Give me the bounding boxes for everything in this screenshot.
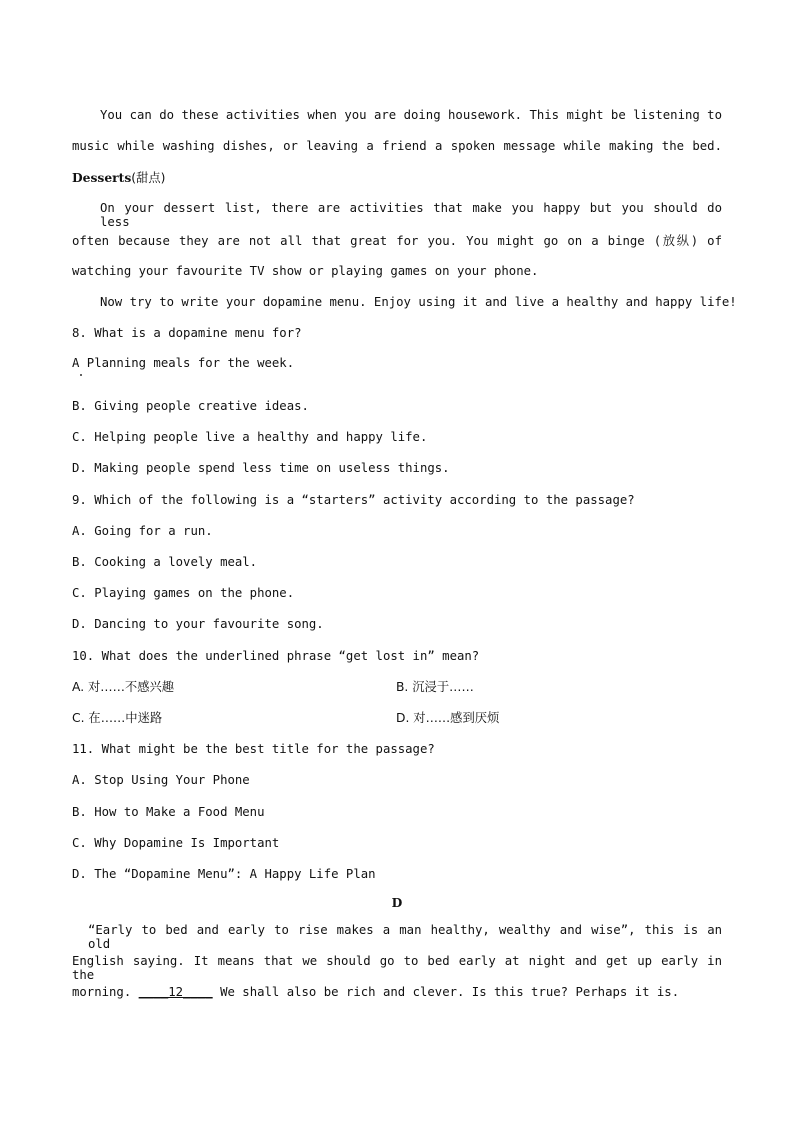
option-a: A. 对……不感兴趣 [72, 680, 175, 694]
line-text: morning. [72, 985, 132, 999]
heading-text: Desserts [72, 170, 132, 185]
option-b: B. 沉浸于…… [396, 680, 474, 694]
heading-translation: (甜点) [131, 171, 166, 185]
question-stem: 8. What is a dopamine menu for? [72, 326, 302, 340]
paragraph-line: music while washing dishes, or leaving a friend a spoken message while making the bed. [72, 139, 722, 153]
question-stem: 9. Which of the following is a “starters” activity according to the passage? [72, 493, 635, 507]
paragraph-line: You can do these activities when you are doing housework. This might be listening to [100, 108, 722, 122]
line-text: We shall also be rich and clever. Is this true? Perhaps it is. [220, 985, 680, 999]
option-a: A Planning meals for the week. [72, 356, 295, 370]
paragraph-line: On your dessert list, there are activities that make you happy but you should do less [100, 201, 722, 229]
paragraph-line-with-blank [72, 985, 722, 999]
question-stem: 11. What might be the best title for the passage? [72, 742, 435, 756]
option-d: D. Making people spend less time on useless things. [72, 461, 450, 475]
option-d: D. Dancing to your favourite song. [72, 617, 324, 631]
section-heading-desserts [72, 168, 722, 186]
option-c: C. Why Dopamine Is Important [72, 836, 280, 850]
option-c: C. Helping people live a healthy and happy life. [72, 430, 428, 444]
answer-blank-12[interactable]: ____12____ [138, 985, 213, 999]
section-heading-d: D [391, 895, 403, 910]
option-a: A. Stop Using Your Phone [72, 773, 250, 787]
option-c: C. Playing games on the phone. [72, 586, 295, 600]
option-b: B. Giving people creative ideas. [72, 399, 309, 413]
paragraph-line: English saying. It means that we should go to bed early at night and get up early in the [72, 954, 722, 982]
option-b: B. Cooking a lovely meal. [72, 555, 258, 569]
paragraph-line: Now try to write your dopamine menu. Enjoy using it and live a healthy and happy life! [100, 295, 737, 309]
option-c: C. 在……中迷路 [72, 711, 163, 725]
stray-dot [80, 374, 82, 376]
paragraph-line: often because they are not all that great for you. You might go on a binge (放纵) of [72, 234, 722, 248]
paragraph-line: watching your favourite TV show or playing games on your phone. [72, 264, 539, 278]
option-b: B. How to Make a Food Menu [72, 805, 265, 819]
option-d: D. 对……感到厌烦 [396, 711, 500, 725]
question-stem: 10. What does the underlined phrase “get lost in” mean? [72, 649, 480, 663]
paragraph-line: “Early to bed and early to rise makes a man healthy, wealthy and wise”, this is an old [88, 923, 722, 951]
option-d: D. The “Dopamine Menu”: A Happy Life Plan [72, 867, 376, 881]
option-a: A. Going for a run. [72, 524, 213, 538]
